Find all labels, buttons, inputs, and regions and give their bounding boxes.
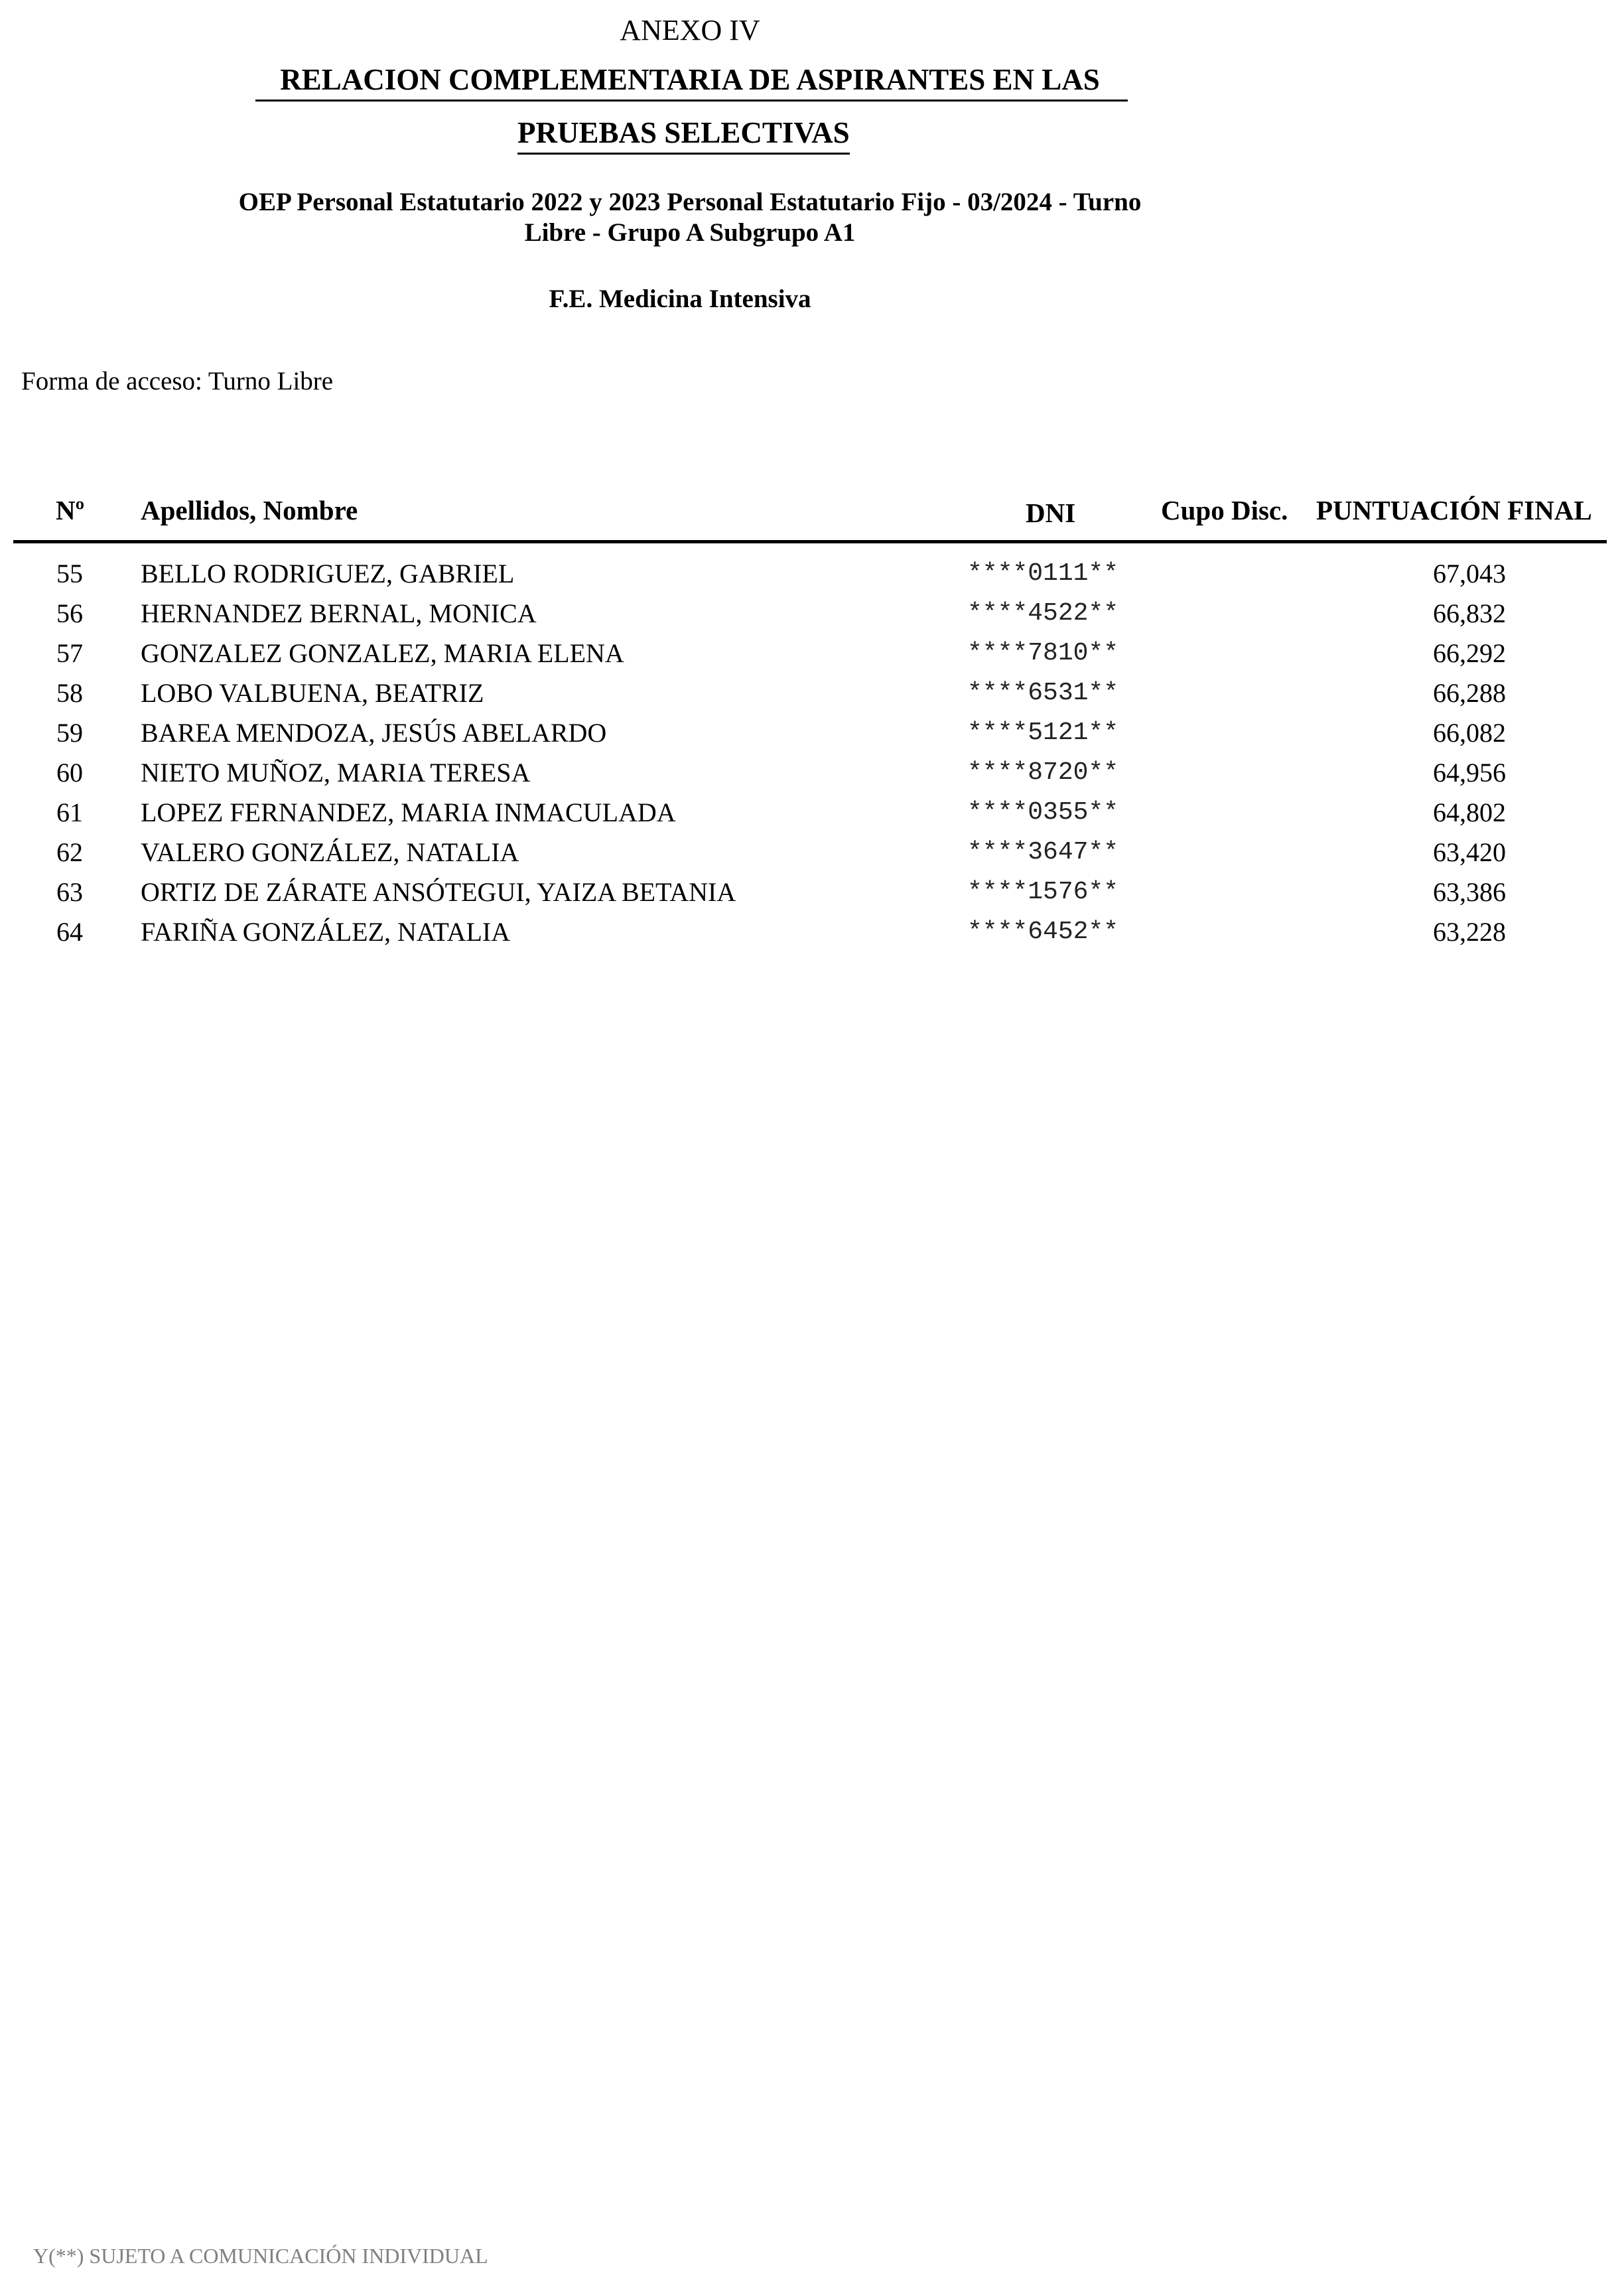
candidate-dni: ****6531** (967, 679, 1119, 707)
candidate-name: LOPEZ FERNANDEZ, MARIA INMACULADA (141, 797, 676, 827)
row-number: 60 (56, 758, 83, 788)
call-subtitle-line2: Libre - Grupo A Subgrupo A1 (524, 218, 856, 247)
candidate-dni: ****6452** (967, 918, 1119, 946)
row-number: 61 (56, 797, 83, 827)
table-row (0, 910, 1624, 950)
document-title-line2: PRUEBAS SELECTIVAS (517, 114, 850, 155)
final-score: 64,802 (1433, 797, 1506, 827)
candidates-table (0, 552, 1624, 950)
final-score: 63,228 (1433, 917, 1506, 947)
candidate-dni: ****0111** (967, 559, 1119, 588)
column-header-cupo-disc: Cupo Disc. (1161, 495, 1288, 525)
final-score: 64,956 (1433, 758, 1506, 788)
candidate-name: LOBO VALBUENA, BEATRIZ (141, 678, 484, 708)
final-score: 63,420 (1433, 837, 1506, 867)
row-number: 57 (56, 638, 83, 668)
column-header-dni: DNI (1026, 498, 1076, 528)
final-score: 67,043 (1433, 559, 1506, 588)
candidate-dni: ****4522** (967, 599, 1119, 628)
access-mode: Forma de acceso: Turno Libre (21, 367, 334, 395)
title-underline (255, 100, 1128, 102)
table-row (0, 592, 1624, 632)
table-row (0, 791, 1624, 831)
column-header-final-score: PUNTUACIÓN FINAL (1316, 495, 1592, 525)
final-score: 66,292 (1433, 638, 1506, 668)
table-row (0, 552, 1624, 592)
column-header-name: Apellidos, Nombre (141, 495, 358, 525)
candidate-name: ORTIZ DE ZÁRATE ANSÓTEGUI, YAIZA BETANIA (141, 877, 736, 907)
candidate-dni: ****1576** (967, 878, 1119, 906)
final-score: 66,288 (1433, 678, 1506, 708)
row-number: 64 (56, 917, 83, 947)
final-score: 66,082 (1433, 718, 1506, 748)
header-divider (13, 540, 1607, 543)
candidate-dni: ****3647** (967, 838, 1119, 866)
candidate-name: VALERO GONZÁLEZ, NATALIA (141, 837, 519, 867)
table-row (0, 831, 1624, 870)
row-number: 55 (56, 559, 83, 588)
row-number: 59 (56, 718, 83, 748)
candidate-dni: ****7810** (967, 639, 1119, 667)
row-number: 63 (56, 877, 83, 907)
candidate-dni: ****8720** (967, 758, 1119, 787)
candidate-name: FARIÑA GONZÁLEZ, NATALIA (141, 917, 511, 947)
specialty-title: F.E. Medicina Intensiva (549, 285, 811, 313)
table-row (0, 671, 1624, 711)
annex-label: ANEXO IV (620, 14, 760, 46)
row-number: 58 (56, 678, 83, 708)
column-header-number: Nº (56, 495, 85, 525)
candidate-name: BAREA MENDOZA, JESÚS ABELARDO (141, 718, 607, 748)
call-subtitle-line1: OEP Personal Estatutario 2022 y 2023 Personal Estatutario Fijo - 03/2024 - Turno (238, 188, 1142, 216)
final-score: 66,832 (1433, 598, 1506, 628)
row-number: 56 (56, 598, 83, 628)
table-row (0, 711, 1624, 751)
call-subtitle (153, 187, 1227, 248)
table-row (0, 632, 1624, 671)
candidate-dni: ****5121** (967, 719, 1119, 747)
table-row (0, 751, 1624, 791)
candidate-name: GONZALEZ GONZALEZ, MARIA ELENA (141, 638, 624, 668)
document-title-line1: RELACION COMPLEMENTARIA DE ASPIRANTES EN LAS (280, 63, 1100, 96)
row-number: 62 (56, 837, 83, 867)
footer-note: Y(**) SUJETO A COMUNICACIÓN INDIVIDUAL (33, 2244, 488, 2268)
candidate-name: BELLO RODRIGUEZ, GABRIEL (141, 559, 515, 588)
table-row (0, 870, 1624, 910)
candidate-name: NIETO MUÑOZ, MARIA TERESA (141, 758, 531, 788)
final-score: 63,386 (1433, 877, 1506, 907)
candidate-name: HERNANDEZ BERNAL, MONICA (141, 598, 537, 628)
candidate-dni: ****0355** (967, 798, 1119, 827)
